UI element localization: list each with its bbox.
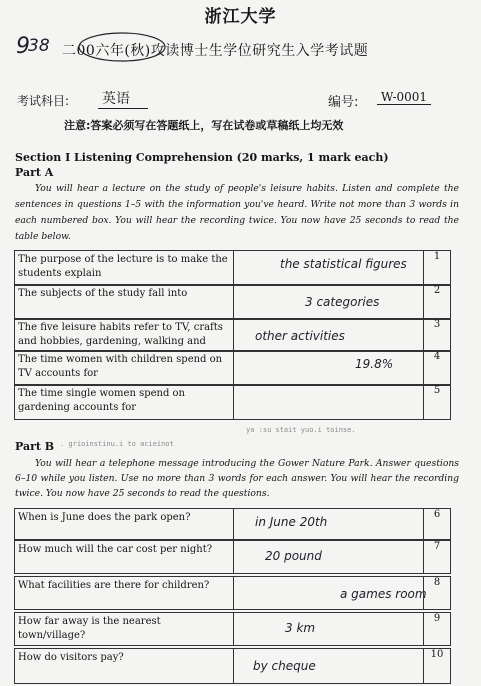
part-b-row-8 bbox=[14, 576, 451, 610]
question-text: How far away is the nearest town/village? bbox=[18, 616, 161, 641]
bleed-through-text: . grioinstinu.i to acieinot bbox=[60, 440, 174, 448]
answer-handwritten: 3 km bbox=[285, 621, 316, 635]
section-title: Section I Listening Comprehension (20 marks, 1 mark each) bbox=[15, 151, 389, 164]
answer-handwritten: 3 categories bbox=[305, 295, 380, 309]
question-text: The time single women spend on gardening accounts for bbox=[18, 388, 186, 413]
question-text: The time women with children spend on TV accounts for bbox=[18, 354, 223, 379]
question-number: 7 bbox=[423, 541, 450, 573]
question-text: How do visitors pay? bbox=[18, 652, 124, 663]
part-b-instructions: You will hear a telephone message introducing the Gower Nature Park. Answer questions 6–10 while you listen. Use no more than 3 words for each answer. You will hear the recording twice. You now have 25 seconds to read the questions. bbox=[15, 458, 459, 499]
answer-handwritten: other activities bbox=[255, 329, 345, 343]
part-b-row-10 bbox=[14, 648, 451, 684]
exam-title: 二00六年(秋)攻读博士生学位研究生入学考试题 bbox=[62, 43, 369, 59]
answer-handwritten: in June 20th bbox=[255, 515, 328, 529]
answer-handwritten: a games room bbox=[340, 587, 427, 601]
answer-handwritten: 20 pound bbox=[265, 549, 322, 563]
part-b-heading: Part B bbox=[15, 440, 55, 453]
exam-notice: 注意:答案必须写在答题纸上，写在试卷或草稿纸上均无效 bbox=[64, 119, 344, 132]
question-number: 4 bbox=[423, 351, 450, 385]
question-text: The subjects of the study fall into bbox=[18, 288, 188, 299]
question-number: 2 bbox=[423, 285, 450, 319]
part-a-row-5 bbox=[14, 384, 451, 420]
subject-value: 英语 bbox=[98, 88, 148, 109]
part-b-row-9 bbox=[14, 612, 451, 646]
question-number: 9 bbox=[423, 613, 450, 645]
answer-handwritten: the statistical figures bbox=[280, 257, 407, 271]
university-name: 浙江大学 bbox=[204, 7, 277, 27]
page-mark: 9 bbox=[16, 34, 30, 59]
question-text: How much will the car cost per night? bbox=[18, 544, 213, 555]
question-text: The purpose of the lecture is to make the students explain bbox=[18, 254, 228, 279]
question-number: 6 bbox=[423, 509, 450, 539]
page-mark-circled: 38 bbox=[28, 36, 50, 56]
part-a-row-1 bbox=[14, 250, 451, 286]
question-number: 3 bbox=[423, 319, 450, 351]
question-text: When is June does the park open? bbox=[18, 512, 191, 523]
part-b-row-7 bbox=[14, 540, 451, 574]
bleed-through-text: ya :su stait yuo.i toinse. bbox=[246, 426, 356, 434]
answer-handwritten: by cheque bbox=[253, 659, 316, 673]
question-text: The five leisure habits refer to TV, crafts and hobbies, gardening, walking and bbox=[18, 322, 223, 347]
question-text: What facilities are there for children? bbox=[18, 580, 210, 591]
question-number: 1 bbox=[423, 251, 450, 285]
part-a-instructions: You will hear a lecture on the study of people's leisure habits. Listen and complete the sentences in questions 1–5 with the information you've heard. Write not more than 3 words in each numbered box. You will hear the recording twice. You now have 25 seconds to read the table below. bbox=[15, 183, 459, 242]
part-a-row-2 bbox=[14, 284, 451, 320]
answer-handwritten: 19.8% bbox=[355, 357, 394, 371]
question-number: 5 bbox=[423, 385, 450, 419]
code-value: W-0001 bbox=[377, 90, 431, 105]
part-a-row-3 bbox=[14, 318, 451, 352]
circle-annotation bbox=[76, 30, 168, 64]
code-label: 编号: bbox=[328, 95, 359, 110]
subject-label: 考试科目: bbox=[17, 94, 70, 108]
part-a-heading: Part A bbox=[15, 166, 54, 179]
part-b-row-6 bbox=[14, 508, 451, 540]
question-number: 8 bbox=[423, 577, 450, 609]
part-a-row-4 bbox=[14, 350, 451, 386]
question-number: 10 bbox=[423, 649, 450, 683]
